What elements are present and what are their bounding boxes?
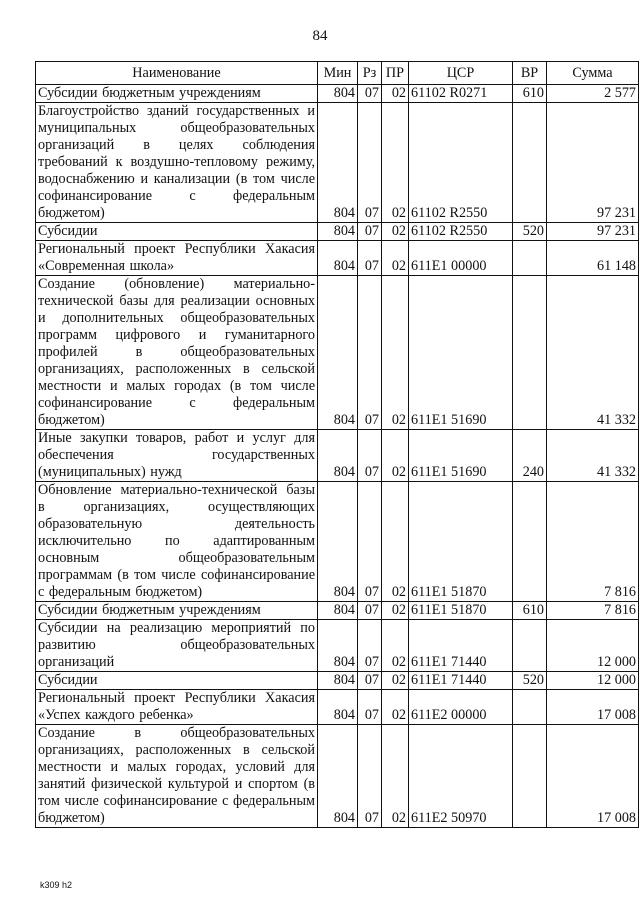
row-name: Создание (обновление) материально-технической базы для реализации основных и дополнительных общеобразовательных программ цифрового и гуманитарного профилей в общеобразовательных организациях, расположенных в сельской местности и малых городах (в том числе софинансирование с федеральным бюджетом) bbox=[36, 276, 318, 430]
row-min: 804 bbox=[318, 223, 358, 241]
row-sum: 7 816 bbox=[547, 602, 639, 620]
row-min: 804 bbox=[318, 241, 358, 276]
row-rz: 07 bbox=[358, 241, 382, 276]
row-sum: 41 332 bbox=[547, 430, 639, 482]
row-pr: 02 bbox=[382, 276, 409, 430]
row-name: Субсидии bbox=[36, 672, 318, 690]
row-pr: 02 bbox=[382, 620, 409, 672]
row-rz: 07 bbox=[358, 103, 382, 223]
row-csr: 61102 R0271 bbox=[409, 85, 513, 103]
table-row bbox=[36, 223, 639, 241]
footer-code: k309 h2 bbox=[40, 880, 73, 890]
row-csr: 611E2 00000 bbox=[409, 690, 513, 725]
row-vr: 520 bbox=[513, 223, 547, 241]
row-rz: 07 bbox=[358, 85, 382, 103]
row-rz: 07 bbox=[358, 482, 382, 602]
row-min: 804 bbox=[318, 276, 358, 430]
row-name: Субсидии bbox=[36, 223, 318, 241]
row-name: Региональный проект Республики Хакасия «Современная школа» bbox=[36, 241, 318, 276]
row-pr: 02 bbox=[382, 103, 409, 223]
row-name: Иные закупки товаров, работ и услуг для обеспечения государственных (муниципальных) нужд bbox=[36, 430, 318, 482]
row-rz: 07 bbox=[358, 620, 382, 672]
table-row bbox=[36, 430, 639, 482]
row-name: Субсидии на реализацию мероприятий по развитию общеобразовательных организаций bbox=[36, 620, 318, 672]
row-min: 804 bbox=[318, 725, 358, 828]
table-row bbox=[36, 725, 639, 828]
row-vr bbox=[513, 482, 547, 602]
row-sum: 17 008 bbox=[547, 725, 639, 828]
row-csr: 611E1 51870 bbox=[409, 602, 513, 620]
row-vr: 610 bbox=[513, 85, 547, 103]
row-sum: 41 332 bbox=[547, 276, 639, 430]
row-min: 804 bbox=[318, 672, 358, 690]
row-sum: 61 148 bbox=[547, 241, 639, 276]
table-row bbox=[36, 690, 639, 725]
row-vr: 240 bbox=[513, 430, 547, 482]
row-pr: 02 bbox=[382, 85, 409, 103]
row-pr: 02 bbox=[382, 725, 409, 828]
row-csr: 611E2 50970 bbox=[409, 725, 513, 828]
header-csr: ЦСР bbox=[409, 62, 513, 85]
row-name: Субсидии бюджетным учреждениям bbox=[36, 85, 318, 103]
row-pr: 02 bbox=[382, 690, 409, 725]
table-row bbox=[36, 602, 639, 620]
table-header-row bbox=[36, 62, 639, 85]
row-csr: 611E1 71440 bbox=[409, 620, 513, 672]
row-sum: 17 008 bbox=[547, 690, 639, 725]
row-rz: 07 bbox=[358, 672, 382, 690]
row-sum: 7 816 bbox=[547, 482, 639, 602]
row-min: 804 bbox=[318, 602, 358, 620]
row-vr bbox=[513, 725, 547, 828]
page-number: 84 bbox=[312, 28, 328, 44]
row-name: Создание в общеобразовательных организациях, расположенных в сельской местности и малых городах, условий для занятий физической культурой и спортом (в том числе софинансирование с федеральным бюджетом) bbox=[36, 725, 318, 828]
header-vr: ВР bbox=[513, 62, 547, 85]
table-row bbox=[36, 85, 639, 103]
header-sum: Сумма bbox=[547, 62, 639, 85]
row-min: 804 bbox=[318, 103, 358, 223]
table-body bbox=[36, 85, 639, 828]
row-pr: 02 bbox=[382, 672, 409, 690]
row-vr bbox=[513, 103, 547, 223]
row-rz: 07 bbox=[358, 602, 382, 620]
row-rz: 07 bbox=[358, 725, 382, 828]
row-vr: 610 bbox=[513, 602, 547, 620]
row-pr: 02 bbox=[382, 223, 409, 241]
row-csr: 611E1 71440 bbox=[409, 672, 513, 690]
row-rz: 07 bbox=[358, 430, 382, 482]
table-row bbox=[36, 672, 639, 690]
row-csr: 611E1 51870 bbox=[409, 482, 513, 602]
row-vr bbox=[513, 241, 547, 276]
row-sum: 2 577 bbox=[547, 85, 639, 103]
row-sum: 12 000 bbox=[547, 672, 639, 690]
row-min: 804 bbox=[318, 620, 358, 672]
row-min: 804 bbox=[318, 482, 358, 602]
row-csr: 61102 R2550 bbox=[409, 103, 513, 223]
row-pr: 02 bbox=[382, 241, 409, 276]
row-sum: 12 000 bbox=[547, 620, 639, 672]
table-row bbox=[36, 241, 639, 276]
table-row bbox=[36, 482, 639, 602]
row-sum: 97 231 bbox=[547, 103, 639, 223]
budget-table bbox=[35, 61, 639, 828]
row-name: Обновление материально-технической базы в организациях, осуществляющих образовательную деятельность исключительно по адаптированным основным общеобразовательным программам (в том числе софинансирование с федеральным бюджетом) bbox=[36, 482, 318, 602]
row-pr: 02 bbox=[382, 482, 409, 602]
row-name: Благоустройство зданий государственных и муниципальных общеобразовательных организаций в целях соблюдения требований к воздушно-тепловому режиму, водоснабжению и канализации (в том числе софинансирование с федеральным бюджетом) bbox=[36, 103, 318, 223]
row-rz: 07 bbox=[358, 690, 382, 725]
row-min: 804 bbox=[318, 85, 358, 103]
row-rz: 07 bbox=[358, 223, 382, 241]
row-vr bbox=[513, 620, 547, 672]
row-name: Субсидии бюджетным учреждениям bbox=[36, 602, 318, 620]
row-csr: 611E1 51690 bbox=[409, 430, 513, 482]
row-vr bbox=[513, 690, 547, 725]
row-csr: 611E1 00000 bbox=[409, 241, 513, 276]
row-vr: 520 bbox=[513, 672, 547, 690]
header-min: Мин bbox=[318, 62, 358, 85]
row-min: 804 bbox=[318, 430, 358, 482]
table-row bbox=[36, 103, 639, 223]
row-csr: 611E1 51690 bbox=[409, 276, 513, 430]
row-pr: 02 bbox=[382, 430, 409, 482]
row-name: Региональный проект Республики Хакасия «Успех каждого ребенка» bbox=[36, 690, 318, 725]
row-vr bbox=[513, 276, 547, 430]
row-sum: 97 231 bbox=[547, 223, 639, 241]
header-rz: Рз bbox=[358, 62, 382, 85]
row-pr: 02 bbox=[382, 602, 409, 620]
header-name: Наименование bbox=[36, 62, 318, 85]
table-row bbox=[36, 276, 639, 430]
table-row bbox=[36, 620, 639, 672]
row-rz: 07 bbox=[358, 276, 382, 430]
row-min: 804 bbox=[318, 690, 358, 725]
row-csr: 61102 R2550 bbox=[409, 223, 513, 241]
header-pr: ПР bbox=[382, 62, 409, 85]
